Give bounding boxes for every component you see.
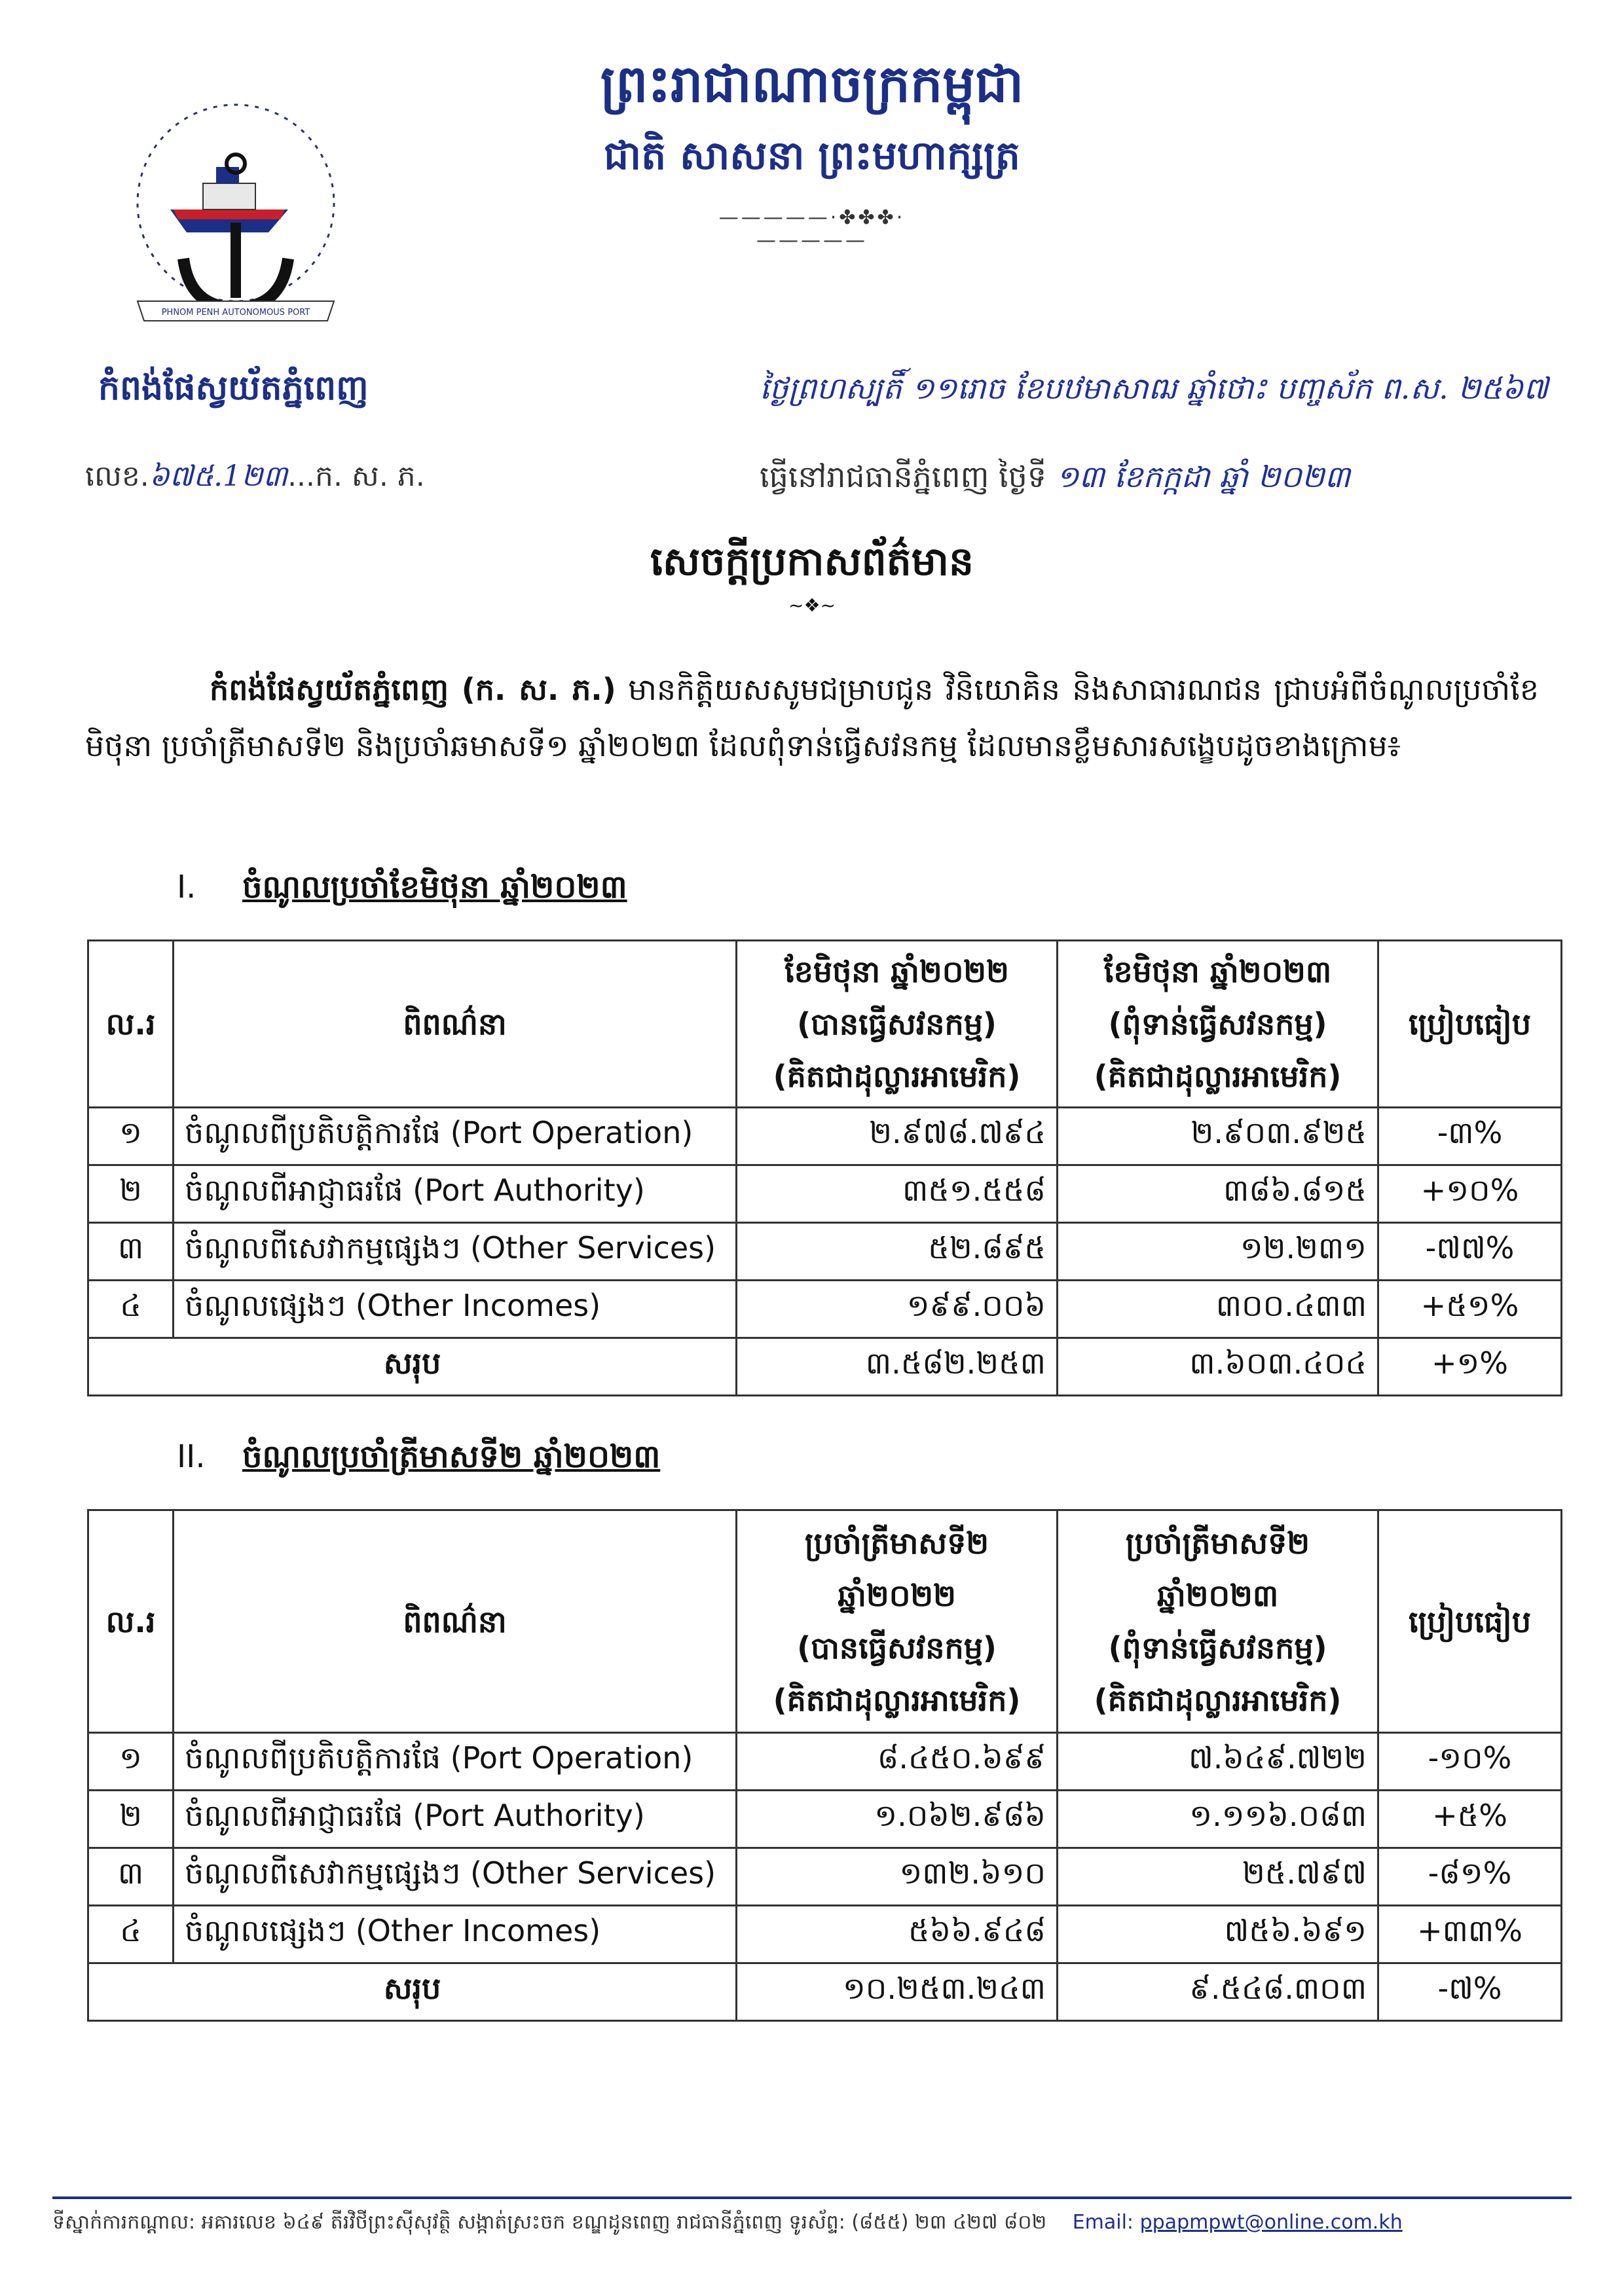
organization-name: កំពង់ផែស្វយ័តភ្នំពេញ — [98, 369, 369, 408]
col-desc: ពិពណ៌នា — [174, 1510, 737, 1733]
document-title: សេចក្ដីប្រកាសព័ត៌មាន — [650, 539, 974, 585]
table-row: ៤ ចំណូលផ្សេងៗ (Other Incomes) ១៩៩.០០៦ ៣០០.៤៣៣ +៥១% — [88, 1281, 1562, 1338]
table-header-row — [88, 941, 1562, 1108]
port-logo — [111, 92, 360, 340]
col-desc: ពិពណ៌នា — [174, 941, 737, 1108]
footer — [52, 2210, 1572, 2238]
table-row: ៣ ចំណូលពីសេវាកម្មផ្សេងៗ (Other Services) ៥២.៨៩៥ ១២.២៣១ -៧៧% — [88, 1223, 1562, 1281]
col-2022: ប្រចាំត្រីមាសទី២ ឆ្នាំ២០២២ (បានធ្វើសវនកម្ម) (គិតជាដុល្លារអាមេរិក) — [737, 1510, 1058, 1733]
footer-divider — [52, 2196, 1572, 2199]
reference-number — [85, 458, 425, 500]
table-header-row — [88, 1510, 1562, 1733]
email-address[interactable]: ppapmpwt@online.com.kh — [1139, 2211, 1403, 2234]
section1-heading — [177, 867, 627, 913]
table-row: ៤ ចំណូលផ្សេងៗ (Other Incomes) ៥៦៦.៩៤៨ ៧៥៦.៦៩១ +៣៣% — [88, 1906, 1562, 1963]
col-compare: ប្រៀបធៀប — [1378, 1510, 1562, 1733]
lunar-date: ថ្ងៃព្រហស្បតិ៍ ១១រោច ខែបឋមាសាឍ ឆ្នាំថោះ បញ្ចស័ក ព.ស. ២៥៦៧ — [760, 371, 1549, 406]
table-monthly — [87, 939, 1562, 1396]
col-compare: ប្រៀបធៀប — [1378, 941, 1562, 1108]
footer-email[interactable] — [1073, 2211, 1403, 2234]
ref-suffix: ...ក. ស. ភ. — [287, 460, 425, 493]
section1-title: ចំណូលប្រចាំខែមិថុនា ឆ្នាំ២០២៣ — [242, 869, 627, 905]
col-2023: ខែមិថុនា ឆ្នាំ២០២៣ (ពុំទាន់ធ្វើសវនកម្ម) (គិតជាដុល្លារអាមេរិក) — [1058, 941, 1378, 1108]
table-row: ២ ចំណូលពីអាជ្ញាធរផែ (Port Authority) ៣៥១.៥៥៨ ៣៨៦.៨១៥ +១០% — [88, 1165, 1562, 1223]
solar-date-prefix: ធ្វើនៅរាជធានីភ្នំពេញ ថ្ងៃទី — [760, 459, 1056, 494]
solar-date — [760, 458, 1350, 502]
intro-paragraph — [85, 661, 1539, 774]
section1-number: I. — [177, 869, 196, 905]
section2-number: II. — [177, 1438, 206, 1475]
intro-org: កំពង់ផែស្វយ័តភ្នំពេញ (ក. ស. ភ.) — [210, 672, 616, 707]
intro-text: មានកិត្តិយសសូមជម្រាបជូន វិនិយោគិន និងសាធារណជន ជ្រាបអំពីចំណូលប្រចាំខែមិថុនា ប្រចាំត្រីមាសទី២ និងប្រចាំឆមាសទី១ ឆ្នាំ២០២៣ ដែលពុំទាន់ធ្វើសវនកម្ម ដែលមានខ្លឹមសារសង្ខេបដូចខាងក្រោម៖ — [85, 672, 1540, 763]
col-2022: ខែមិថុនា ឆ្នាំ២០២២ (បានធ្វើសវនកម្ម) (គិតជាដុល្លារអាមេរិក) — [737, 941, 1058, 1108]
divider-ornament: —————·✤✤✤·————— — [718, 206, 906, 252]
kingdom-heading: ព្រះរាជាណាចក្រកម្ពុជា — [600, 54, 1024, 114]
table-row: ២ ចំណូលពីអាជ្ញាធរផែ (Port Authority) ១.០៦២.៩៨៦ ១.១១៦.០៨៣ +៥% — [88, 1791, 1562, 1848]
ref-number-handwritten: ៦៧៥.1២៣ — [149, 460, 288, 493]
section2-heading — [177, 1437, 660, 1483]
logo-text: PHNOM PENH AUTONOMOUS PORT — [161, 308, 310, 318]
table-quarterly — [87, 1509, 1562, 2022]
email-label: Email: — [1072, 2211, 1140, 2234]
col-no: ល.រ — [88, 1510, 174, 1733]
table-row: ១ ចំណូលពីប្រតិបត្តិការផែ (Port Operation) ២.៩៧៨.៧៩៤ ២.៩០៣.៩២៥ -៣% — [88, 1108, 1562, 1165]
section2-title: ចំណូលប្រចាំត្រីមាសទី២ ឆ្នាំ២០២៣ — [242, 1438, 661, 1475]
table-row: ១ ចំណូលពីប្រតិបត្តិការផែ (Port Operation) ៨.៤៥០.៦៩៩ ៧.៦៤៩.៧២២ -១០% — [88, 1733, 1562, 1791]
footer-address: ទីស្នាក់ការកណ្ដាល: អគារលេខ ៦៤៩ តីរវិថីព្រះស៊ីសុវត្ថិ សង្កាត់ស្រះចក ខណ្ឌដូនពេញ រាជធានីភ្នំពេញ ទូរស័ព្ទ: (៨៥៥) ២៣ ៤២៧ ៨០២ — [52, 2211, 1047, 2234]
title-ornament: ~❖~ — [788, 594, 836, 616]
table-total-row: សរុប ៣.៥៨២.២៥៣ ៣.៦០៣.៤០៤ +១% — [88, 1338, 1562, 1396]
solar-date-value: ១៣ ខែកក្កដា ឆ្នាំ ២០២៣ — [1056, 459, 1350, 494]
national-motto: ជាតិ សាសនា ព្រះមហាក្សត្រ — [604, 133, 1020, 179]
table-row: ៣ ចំណូលពីសេវាកម្មផ្សេងៗ (Other Services) ១៣២.៦១០ ២៥.៧៩៧ -៨១% — [88, 1848, 1562, 1906]
ref-prefix: លេខ. — [85, 460, 149, 493]
table-total-row: សរុប ១០.២៥៣.២៤៣ ៩.៥៤៨.៣០៣ -៧% — [88, 1963, 1562, 2021]
col-no: ល.រ — [88, 941, 174, 1108]
col-2023: ប្រចាំត្រីមាសទី២ ឆ្នាំ២០២៣ (ពុំទាន់ធ្វើសវនកម្ម) (គិតជាដុល្លារអាមេរិក) — [1058, 1510, 1378, 1733]
